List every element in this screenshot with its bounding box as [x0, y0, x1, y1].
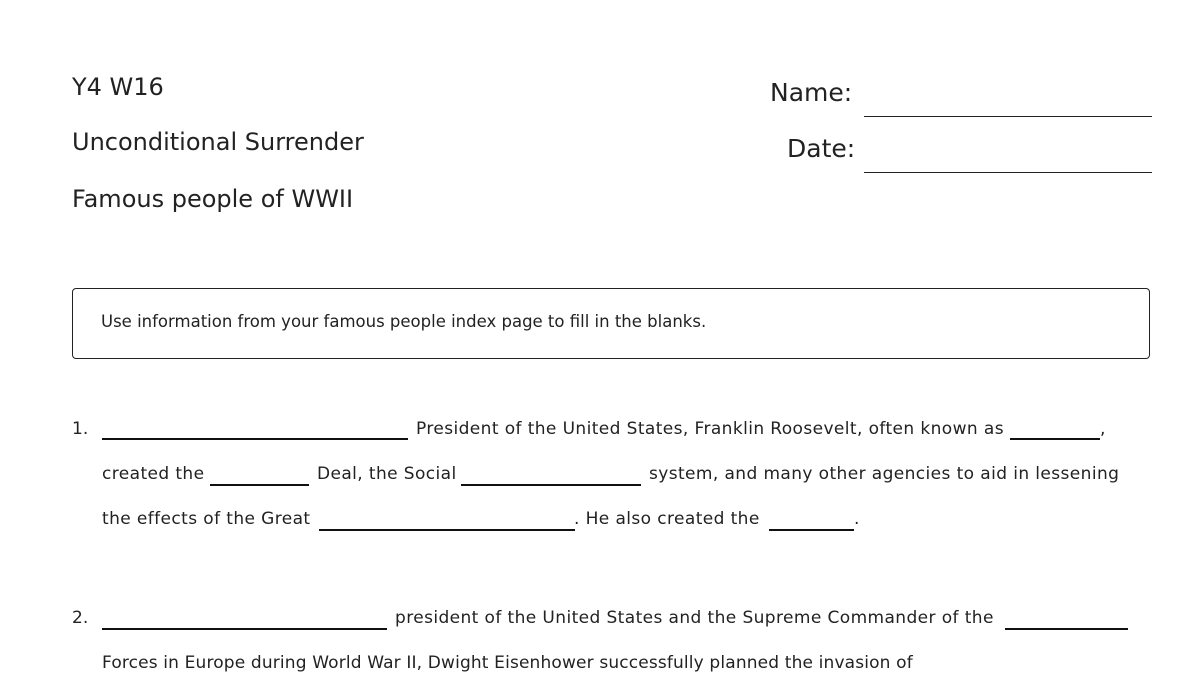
question-number: 1. — [72, 419, 89, 439]
topic-title: Famous people of WWII — [72, 185, 354, 213]
blank-field[interactable] — [1005, 628, 1128, 630]
blank-field[interactable] — [1010, 438, 1100, 440]
question-number: 2. — [72, 608, 89, 628]
question-text: , — [1100, 419, 1106, 439]
instructions-text: Use information from your famous people index page to fill in the blanks. — [101, 312, 707, 331]
instructions-box — [72, 288, 1150, 359]
question-text: Deal, the Social — [317, 464, 457, 484]
date-label: Date: — [787, 134, 856, 163]
blank-field[interactable] — [319, 529, 575, 531]
question-text: Forces in Europe during World War II, Dwight Eisenhower successfully planned the invasion of — [102, 653, 913, 673]
date-field[interactable] — [864, 172, 1152, 173]
name-label: Name: — [770, 78, 853, 107]
blank-field[interactable] — [461, 484, 641, 486]
question-text: . He also created the — [574, 509, 760, 529]
question-text: system, and many other agencies to aid in lessening — [649, 464, 1120, 484]
question-text: created the — [102, 464, 205, 484]
blank-field[interactable] — [102, 438, 408, 440]
name-field[interactable] — [864, 116, 1152, 117]
blank-field[interactable] — [769, 529, 854, 531]
question-text: . — [854, 509, 860, 529]
blank-field[interactable] — [210, 484, 309, 486]
question-text: president of the United States and the Supreme Commander of the — [395, 608, 994, 628]
unit-title: Unconditional Surrender — [72, 128, 364, 156]
question-text: President of the United States, Franklin Roosevelt, often known as — [416, 419, 1004, 439]
worksheet-code: Y4 W16 — [72, 73, 164, 101]
blank-field[interactable] — [102, 628, 387, 630]
question-text: the effects of the Great — [102, 509, 311, 529]
